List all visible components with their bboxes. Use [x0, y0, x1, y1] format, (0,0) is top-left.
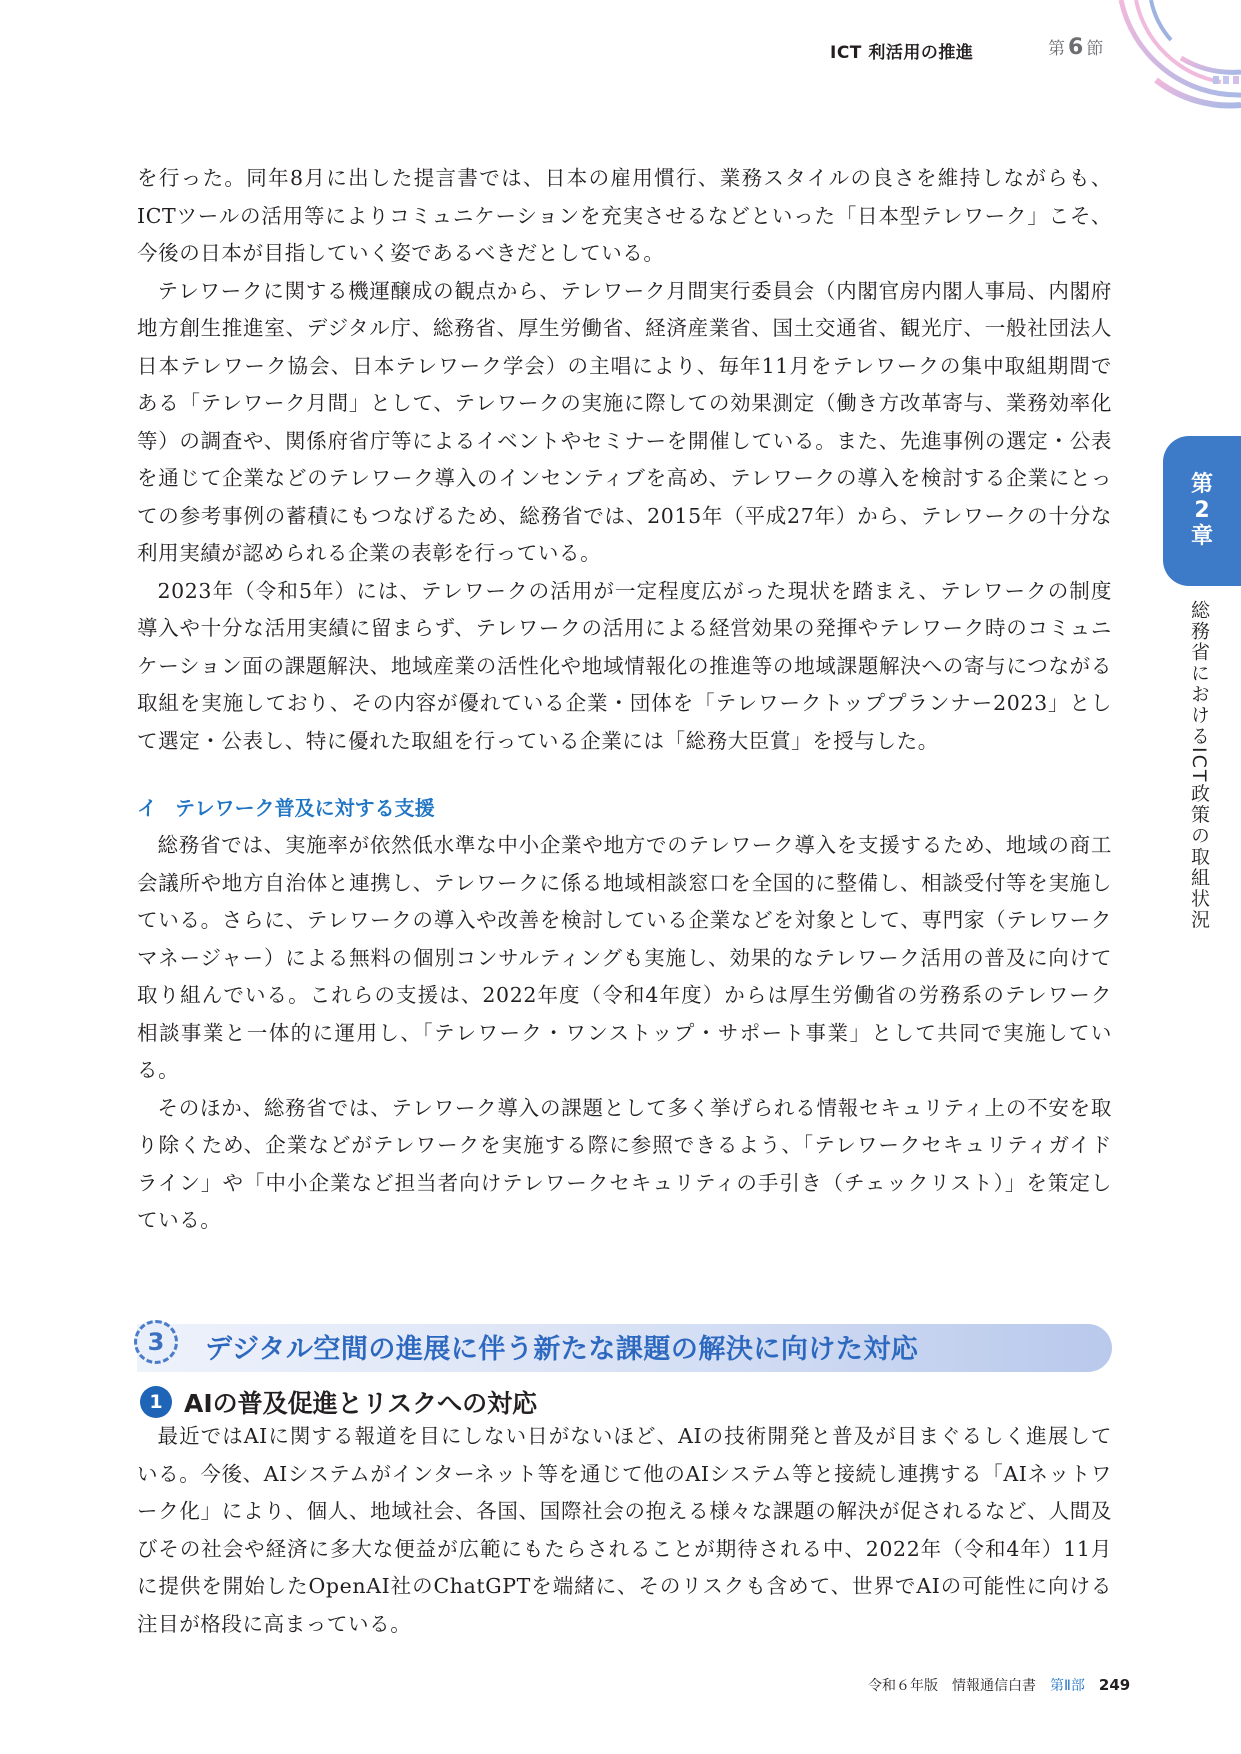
- page-number: 249: [1098, 1676, 1131, 1694]
- footer-publication: 情報通信白書: [952, 1678, 1036, 1694]
- chapter-tab-line: 第: [1190, 472, 1213, 497]
- section-number: 6: [1068, 35, 1084, 60]
- paragraph: 2023年（令和5年）には、テレワークの活用が一定程度広がった現状を踏まえ、テレワークの制度導入や十分な活用実績に留まらず、テレワークの活用による経営効果の発揮やテレワーク時のコミュニケーション面の課題解決、地域産業の活性化や地域情報化の推進等の地域課題解決への寄与につながる取組を実施しており、その内容が優れている企業・団体を「テレワークトッププランナー2023」として選定・公表し、特に優れた取組を行っている企業には「総務大臣賞」を授与した。: [137, 578, 1112, 753]
- chapter-title-vertical: 総務省におけるICT政策の取組状況: [1188, 600, 1210, 931]
- footer-part: 第Ⅱ部: [1050, 1678, 1085, 1694]
- paragraph: を行った。同年8月に出した提言書では、日本の雇用慣行、業務スタイルの良さを維持しながらも、ICTツールの活用等によりコミュニケーションを充実させるなどといった「日本型テレワーク」こそ、今後の日本が目指していく姿であるべきだとしている。: [137, 166, 1112, 265]
- section-number-badge: 3: [134, 1320, 178, 1364]
- paragraph: 最近ではAIに関する報道を目にしない日がないほど、AIの技術開発と普及が目まぐるしく進展している。今後、AIシステムがインターネット等を通じて他のAIシステム等と接続し連携する「AIネットワーク化」により、個人、地域社会、各国、国際社会の抱える様々な課題の解決が促されるなど、人間及びその社会や経済に多大な便益が広範にもたらされることが期待される中、2022年（令和4年）11月に提供を開始したOpenAI社のChatGPTを端緒に、そのリスクも含めて、世界でAIの可能性に向ける注目が格段に高まっている。: [137, 1424, 1112, 1636]
- subsection-title: AIの普及促進とリスクへの対応: [184, 1389, 538, 1418]
- header-section-label: [1048, 34, 1103, 60]
- chapter-tab-number: 2: [1194, 498, 1210, 523]
- subsection-number-badge: 1: [140, 1386, 172, 1418]
- paragraph: テレワークに関する機運醸成の観点から、テレワーク月間実行委員会（内閣官房内閣人事局、内閣府地方創生推進室、デジタル庁、総務省、厚生労働省、経済産業省、国土交通省、観光庁、一般社団法人日本テレワーク協会、日本テレワーク学会）の主唱により、毎年11月をテレワークの集中取組期間である「テレワーク月間」として、テレワークの実施に際しての効果測定（働き方改革寄与、業務効率化等）の調査や、関係府省庁等によるイベントやセミナーを開催している。また、先進事例の選定・公表を通じて企業などのテレワーク導入のインセンティブを高め、テレワークの導入を検討する企業にとっての参考事例の蓄積にもつなげるため、総務省では、2015年（平成27年）から、テレワークの十分な利用実績が認められる企業の表彰を行っている。: [137, 278, 1112, 565]
- section-title: デジタル空間の進展に伴う新たな課題の解決に向けた対応: [205, 1334, 919, 1365]
- subheading-mark: イ: [137, 796, 157, 820]
- paragraph: そのほか、総務省では、テレワーク導入の課題として多く挙げられる情報セキュリティ上の不安を取り除くため、企業などがテレワークを実施する際に参照できるよう、「テレワークセキュリティガイドライン」や「中小企業など担当者向けテレワークセキュリティの手引き（チェックリスト）」を策定している。: [137, 1095, 1112, 1232]
- subheading-text: テレワーク普及に対する支援: [175, 796, 435, 820]
- header-title: ICT 利活用の推進: [830, 43, 974, 63]
- body-text: [137, 160, 1112, 1240]
- subsection-body: [137, 1418, 1112, 1643]
- footer-edition: 令和６年版: [868, 1678, 938, 1694]
- chapter-tab: [1163, 436, 1241, 586]
- paragraph: 総務省では、実施率が依然低水準な中小企業や地方でのテレワーク導入を支援するため、地域の商工会議所や地方自治体と連携し、テレワークに係る地域相談窓口を全国的に整備し、相談受付等を実施している。さらに、テレワークの導入や改善を検討している企業などを対象として、専門家（テレワークマネージャー）による無料の個別コンサルティングも実施し、効果的なテレワーク活用の普及に向けて取り組んでいる。これらの支援は、2022年度（令和4年度）からは厚生労働省の労務系のテレワーク相談事業と一体的に運用し、「テレワーク・ワンストップ・サポート事業」として共同で実施している。: [137, 833, 1112, 1082]
- section-prefix: 第: [1048, 39, 1065, 59]
- subheading: [137, 790, 1112, 827]
- decorative-arc-icon: [1101, 0, 1241, 110]
- page-footer: [868, 1675, 1130, 1695]
- chapter-tab-line: 章: [1190, 524, 1213, 549]
- section-suffix: 節: [1086, 39, 1104, 59]
